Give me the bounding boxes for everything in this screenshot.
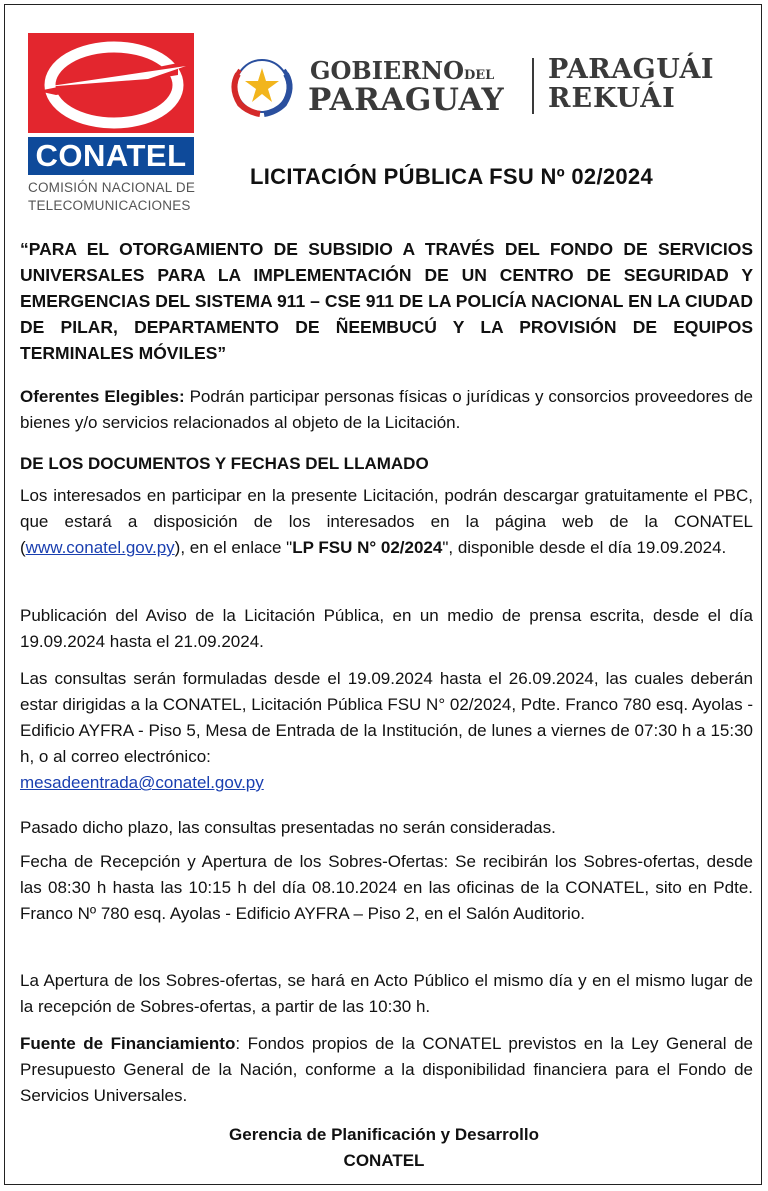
- opening-paragraph: La Apertura de los Sobres-ofertas, se hará en Acto Público el mismo día y en el mismo lugar de la recepción de Sobres-ofertas, a partir de las 10:30 h.: [20, 971, 753, 1016]
- gov-guarani-line2: REKUÁI: [548, 83, 676, 114]
- paraguay-seal-icon: [226, 54, 298, 118]
- eligible-bidders: [20, 384, 753, 436]
- tender-code: LP FSU N° 02/2024: [292, 538, 443, 557]
- signature-org: CONATEL: [343, 1151, 425, 1170]
- funding-paragraph: [20, 1031, 753, 1109]
- documents-heading: DE LOS DOCUMENTOS Y FECHAS DEL LLAMADO: [20, 454, 429, 473]
- contact-email-link[interactable]: mesadeentrada@conatel.gov.py: [20, 773, 264, 792]
- government-logo: [226, 52, 726, 124]
- eligible-label: Oferentes Elegibles:: [20, 387, 185, 406]
- signature-department: Gerencia de Planificación y Desarrollo: [229, 1125, 539, 1144]
- download-paragraph: Los interesados en participar en la presente Licitación, podrán descargar gratuitamente el PBC, que estará a disposición de los interesados en la página web de la CONATEL (www.conatel.gov.py), en el enlace "LP FSU N° 02/2024", disponible desde el día 19.09.2024.: [20, 486, 753, 557]
- gov-divider: [532, 58, 534, 114]
- document-title: LICITACIÓN PÚBLICA FSU Nº 02/2024: [250, 164, 653, 189]
- queries-paragraph: Las consultas serán formuladas desde el 19.09.2024 hasta el 26.09.2024, las cuales deberán estar dirigidas a la CONATEL, Licitación Pública FSU N° 02/2024, Pdte. Franco 780 esq. Ayolas - Edificio AYFRA - Piso 5, Mesa de Entrada de la Institución, de lunes a viernes de 07:30 h a 15:30 h, o al correo electrónico: mesadeentrada@conatel.gov.py: [20, 669, 753, 792]
- publication-paragraph: Publicación del Aviso de la Licitación Pública, en un medio de prensa escrita, desde el día 19.09.2024 hasta el 21.09.2024.: [20, 606, 753, 651]
- conatel-subtitle-line2: TELECOMUNICACIONES: [28, 198, 191, 213]
- eligible-text: Podrán participar personas físicas o jurídicas y consorcios proveedores de bienes y/o servicios relacionados al objeto de la Licitación.: [20, 387, 753, 432]
- conatel-emblem-icon: [28, 33, 194, 133]
- tender-object: “PARA EL OTORGAMIENTO DE SUBSIDIO A TRAVÉS DEL FONDO DE SERVICIOS UNIVERSALES PARA LA IMPLEMENTACIÓN DE UN CENTRO DE SEGURIDAD Y EMERGENCIAS DEL SISTEMA 911 – CSE 911 DE LA POLICÍA NACIONAL EN LA CIUDAD DE PILAR, DEPARTAMENTO DE ÑEEMBUCÚ Y LA PROVISIÓN DE EQUIPOS TERMINALES MÓVILES”: [20, 239, 753, 363]
- funding-text: : Fondos propios de la CONATEL previstos en la Ley General de Presupuesto General de la Nación, conforme a la disponibilidad financiera para el Fondo de Servicios Universales.: [20, 1034, 753, 1105]
- conatel-subtitle-line1: COMISIÓN NACIONAL DE: [28, 180, 196, 195]
- conatel-website-link[interactable]: www.conatel.gov.py: [25, 538, 175, 557]
- gov-line2: PARAGUAY: [308, 82, 505, 118]
- conatel-logo: [28, 33, 194, 219]
- signature: [0, 1122, 768, 1174]
- deadline-paragraph: Pasado dicho plazo, las consultas presentadas no serán consideradas.: [20, 818, 556, 837]
- reception-paragraph: Fecha de Recepción y Apertura de los Sobres-Ofertas: Se recibirán los Sobres-ofertas, desde las 08:30 h hasta las 10:15 h del día 08.10.2024 en las oficinas de la CONATEL, sito en Pdte. Franco Nº 780 esq. Ayolas - Edificio AYFRA – Piso 2, en el Salón Auditorio.: [20, 852, 753, 923]
- conatel-full-name: [28, 179, 196, 215]
- gov-guarani-line1: PARAGUÁI: [548, 54, 715, 85]
- funding-label: Fuente de Financiamiento: [20, 1034, 236, 1053]
- gov-line1: GOBIERNODEL: [310, 56, 495, 85]
- conatel-emblem: [28, 33, 194, 133]
- conatel-wordmark: CONATEL: [28, 137, 194, 175]
